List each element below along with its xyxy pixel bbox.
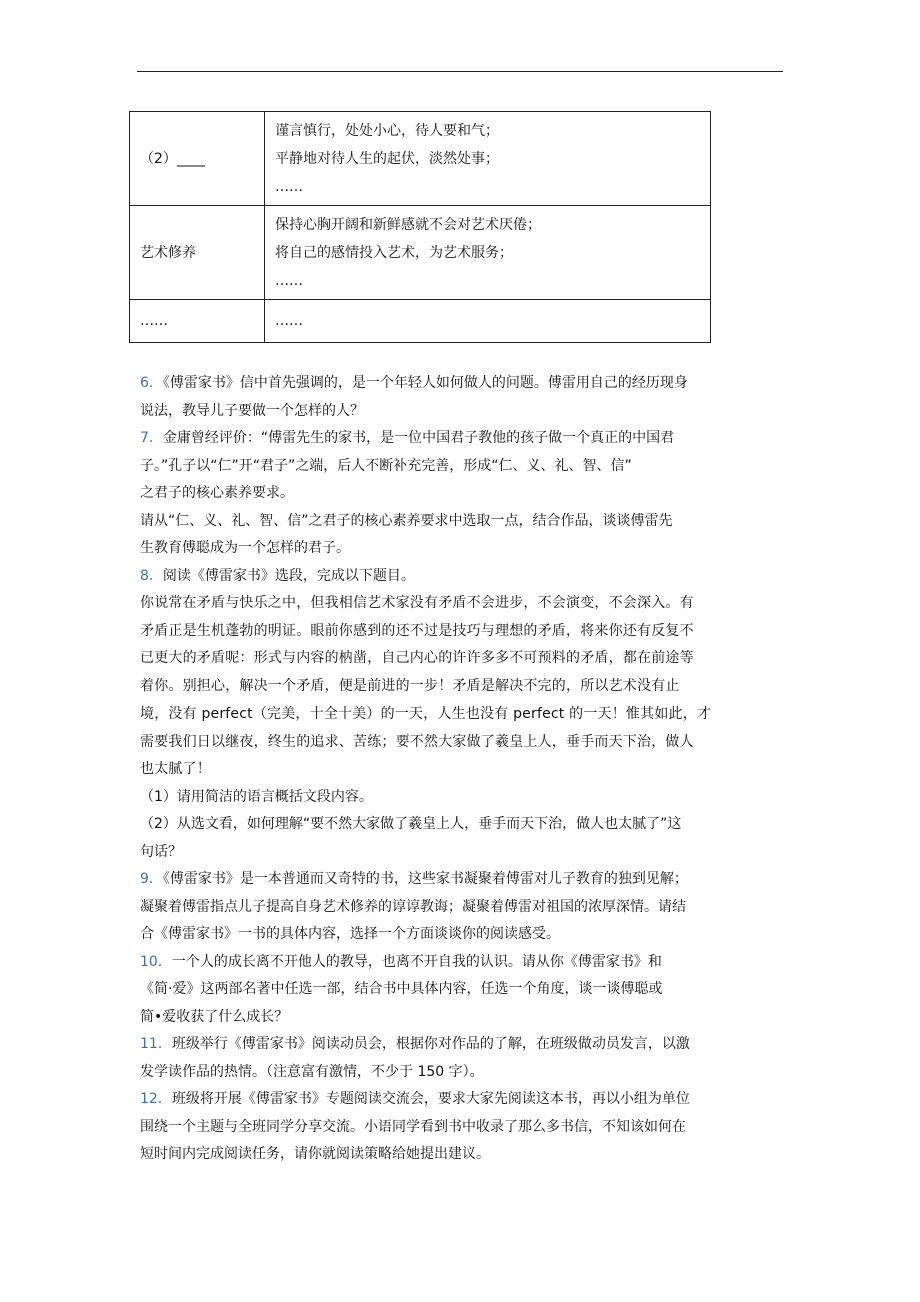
question-number: 8．	[140, 567, 163, 584]
question-number: 6．	[140, 375, 163, 391]
table-line: 将自己的感情投入艺术，为艺术服务；	[275, 244, 513, 261]
table-line: ……	[275, 272, 303, 289]
passage-line: 着你。别担心，解决一个矛盾，便是前进的一步！矛盾是解决不完的，所以艺术没有止	[140, 678, 680, 695]
question-text: 凝聚着傅雷指点儿子提高自身艺术修养的谆谆教诲；凝聚着傅雷对祖国的浓厚深情。请结	[140, 898, 686, 915]
table-line: 平静地对待人生的起伏，淡然处事；	[275, 150, 499, 167]
question-text: 合《傅雷家书》一书的具体内容，选择一个方面谈谈你的阅读感受。	[140, 926, 560, 943]
table-line: ……	[275, 313, 303, 329]
question-number: 9．	[140, 871, 163, 888]
question-text: 一个人的成长离不开他人的教导，也离不开自我的认识。请从你《傅雷家书》和	[171, 953, 662, 970]
table-row	[130, 112, 711, 206]
question-text: 子。”孔子以“仁”开“君子”之端，后人不断补充完善，形成“仁、义、礼、智、信”	[140, 457, 632, 474]
sub-question: （1）请用简洁的语言概括文段内容。	[140, 788, 373, 805]
table-line: ……	[275, 178, 303, 195]
header-rule	[137, 71, 783, 72]
reading-passage	[140, 590, 790, 784]
table-line: 谨言慎行，处处小心，待人要和气；	[275, 122, 499, 139]
passage-line: 矛盾正是生机蓬勃的明证。眼前你感到的还不过是技巧与理想的矛盾，将来你还有反复不	[140, 622, 694, 639]
question-number: 7．	[140, 430, 163, 446]
question-text: 说法，教导儿子要做一个怎样的人？	[140, 402, 364, 419]
question-number: 12．	[140, 1091, 172, 1108]
table-cell-content	[265, 112, 711, 206]
table-cell-content	[265, 300, 711, 343]
table-row	[130, 206, 711, 300]
question-9	[140, 866, 790, 949]
question-text: 《简·爱》这两部名著中任选一部，结合书中具体内容，任选一个角度，谈一谈傅聪或	[140, 981, 663, 998]
question-number: 10．	[140, 953, 172, 970]
question-text: 阅读《傅雷家书》选段，完成以下题目。	[162, 567, 415, 584]
question-8	[140, 563, 790, 867]
question-7	[140, 425, 790, 563]
question-text: 简•爱收获了什么成长？	[140, 1008, 289, 1025]
questions-area	[140, 370, 790, 1169]
passage-line: 已更大的矛盾呢：形式与内容的枘凿，自己内心的许许多多不可预料的矛盾，都在前途等	[140, 650, 694, 667]
question-text: 《傅雷家书》信中首先强调的，是一个年轻人如何做人的问题。傅雷用自己的经历现身	[162, 375, 688, 391]
table-cell-label: （2）____	[130, 112, 265, 206]
question-10	[140, 949, 790, 1032]
table-cell-content	[265, 206, 711, 300]
question-text: 发学读作品的热情。（注意富有激情，不少于 150 字）。	[140, 1063, 484, 1080]
question-text: 之君子的核心素养要求。	[140, 485, 294, 501]
passage-line: 需要我们日以继夜，终生的追求、苦练；要不然大家做了羲皇上人，垂手而天下治，做人	[140, 733, 694, 750]
table-row	[130, 300, 711, 343]
question-text: 围绕一个主题与全班同学分享交流。小语同学看到书中收录了那么多书信，不知该如何在	[140, 1118, 686, 1135]
table-line: 保持心胸开阔和新鲜感就不会对艺术厌倦；	[275, 216, 541, 233]
question-12	[140, 1086, 790, 1169]
passage-line: 你说常在矛盾与快乐之中，但我相信艺术家没有矛盾不会进步，不会演变，不会深入。有	[140, 595, 694, 611]
question-text: 班级举行《傅雷家书》阅读动员会，根据你对作品的了解，在班级做动员发言，以激	[171, 1036, 690, 1053]
question-6	[140, 370, 790, 425]
qualities-table	[129, 111, 711, 343]
sub-question: 句话？	[140, 843, 182, 860]
sub-question: （2）从选文看，如何理解“要不然大家做了羲皇上人，垂手而天下治，做人也太腻了”这	[140, 816, 682, 833]
passage-line: 境，没有 perfect（完美，十全十美）的一天，人生也没有 perfect 的一天！惟其如此，才	[140, 705, 712, 722]
question-11	[140, 1031, 790, 1086]
table-cell-label: 艺术修养	[130, 206, 265, 300]
table-cell-label: ……	[130, 300, 265, 343]
question-text: 班级将开展《傅雷家书》专题阅读交流会，要求大家先阅读这本书，再以小组为单位	[171, 1091, 690, 1108]
question-text: 生教育傅聪成为一个怎样的君子。	[140, 540, 350, 556]
passage-line: 也太腻了！	[140, 761, 211, 778]
question-text: 请从“仁、义、礼、智、信”之君子的核心素养要求中选取一点，结合作品，谈谈傅雷先	[140, 512, 673, 529]
question-number: 11．	[140, 1036, 172, 1053]
question-text: 短时间内完成阅读任务，请你就阅读策略给她提出建议。	[140, 1146, 490, 1163]
question-text: 金庸曾经评价：“傅雷先生的家书，是一位中国君子教他的孩子做一个真正的中国君	[162, 430, 675, 446]
question-text: 《傅雷家书》是一本普通而又奇特的书，这些家书凝聚着傅雷对儿子教育的独到见解；	[162, 871, 688, 888]
